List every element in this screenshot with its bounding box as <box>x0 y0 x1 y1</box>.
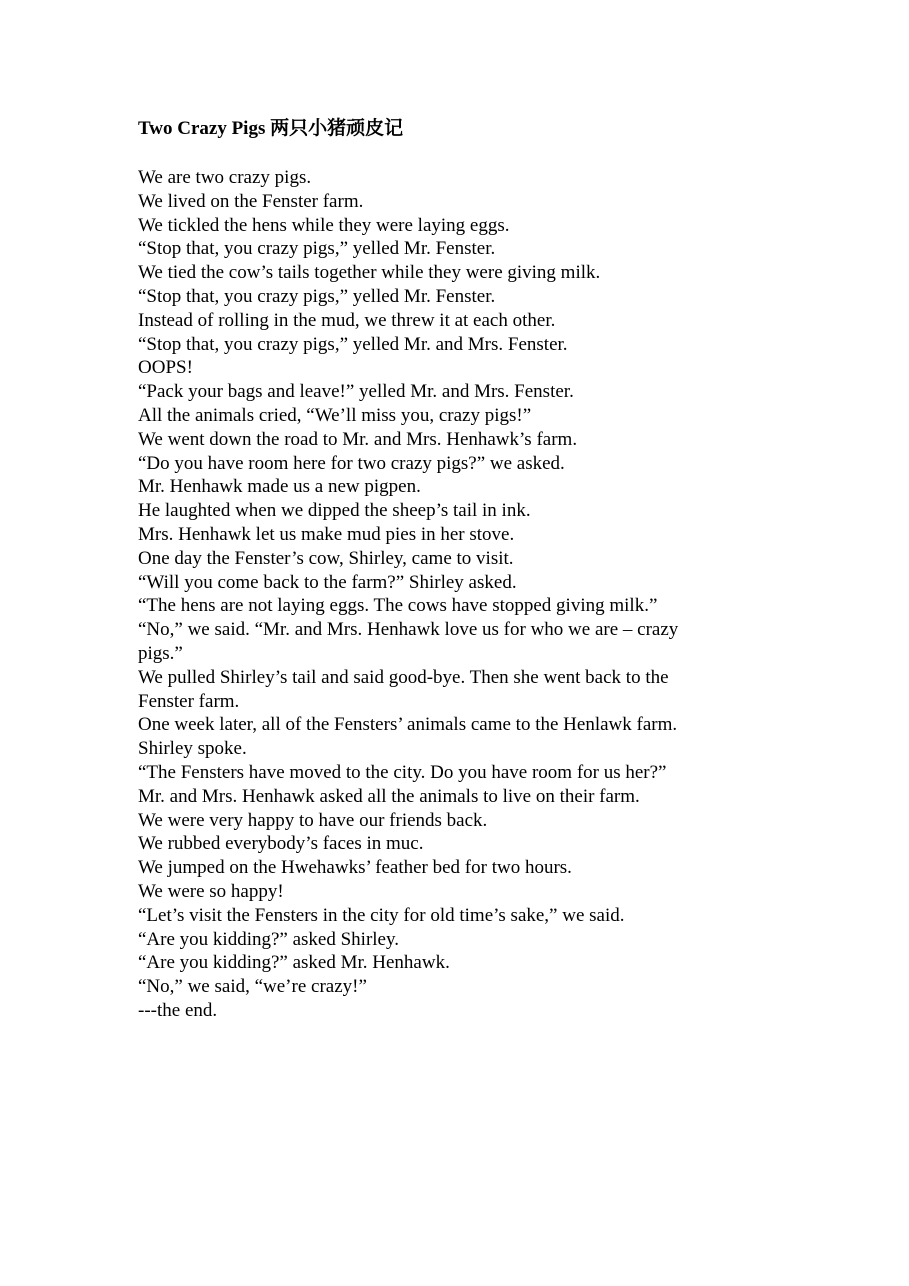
document-title: Two Crazy Pigs 两只小猪顽皮记 <box>138 118 404 139</box>
story-line: “Are you kidding?” asked Shirley. <box>138 928 399 950</box>
story-line: We went down the road to Mr. and Mrs. Henhawk’s farm. <box>138 428 578 450</box>
story-line: We are two crazy pigs. <box>138 167 312 188</box>
story-line: All the animals cried, “We’ll miss you, crazy pigs!” <box>138 404 532 426</box>
story-body <box>138 166 778 1023</box>
story-line: “Are you kidding?” asked Mr. Henhawk. <box>138 952 450 974</box>
story-line: “Will you come back to the farm?” Shirley asked. <box>138 571 517 593</box>
story-line: “Let’s visit the Fensters in the city for old time’s sake,” we said. <box>138 904 625 926</box>
story-line: We were very happy to have our friends back. <box>138 809 488 831</box>
story-line: ---the end. <box>138 999 218 1021</box>
story-line: We jumped on the Hwehawks’ feather bed for two hours. <box>138 857 572 879</box>
story-line: We tickled the hens while they were laying eggs. <box>138 214 510 236</box>
story-line: Shirley spoke. <box>138 738 247 760</box>
story-line: OOPS! <box>138 357 193 379</box>
story-line: “Stop that, you crazy pigs,” yelled Mr. Fenster. <box>138 238 496 260</box>
story-line: We were so happy! <box>138 880 284 902</box>
story-line: He laughted when we dipped the sheep’s tail in ink. <box>138 500 531 522</box>
story-line: We pulled Shirley’s tail and said good-bye. Then she went back to the <box>138 666 669 688</box>
story-line: “No,” we said. “Mr. and Mrs. Henhawk love us for who we are – crazy <box>138 619 679 641</box>
story-line: “Pack your bags and leave!” yelled Mr. and Mrs. Fenster. <box>138 381 574 403</box>
story-line: pigs.” <box>138 642 183 664</box>
story-line: “The hens are not laying eggs. The cows have stopped giving milk.” <box>138 595 658 617</box>
story-line: Mr. and Mrs. Henhawk asked all the animals to live on their farm. <box>138 785 640 807</box>
story-line: Mr. Henhawk made us a new pigpen. <box>138 476 421 498</box>
story-line: Mrs. Henhawk let us make mud pies in her stove. <box>138 523 515 545</box>
story-line: We rubbed everybody’s faces in muc. <box>138 833 424 855</box>
story-line: “Stop that, you crazy pigs,” yelled Mr. Fenster. <box>138 285 496 307</box>
story-line: “Do you have room here for two crazy pigs?” we asked. <box>138 452 565 474</box>
story-line: “No,” we said, “we’re crazy!” <box>138 976 367 998</box>
story-line: Instead of rolling in the mud, we threw it at each other. <box>138 309 556 331</box>
story-line: Fenster farm. <box>138 690 240 712</box>
story-line: “The Fensters have moved to the city. Do you have room for us her?” <box>138 761 667 783</box>
story-line: “Stop that, you crazy pigs,” yelled Mr. and Mrs. Fenster. <box>138 333 568 355</box>
story-line: We tied the cow’s tails together while they were giving milk. <box>138 262 601 284</box>
story-line: One day the Fenster’s cow, Shirley, came to visit. <box>138 547 514 569</box>
story-line: One week later, all of the Fensters’ animals came to the Henlawk farm. <box>138 714 678 736</box>
story-line: We lived on the Fenster farm. <box>138 190 364 212</box>
